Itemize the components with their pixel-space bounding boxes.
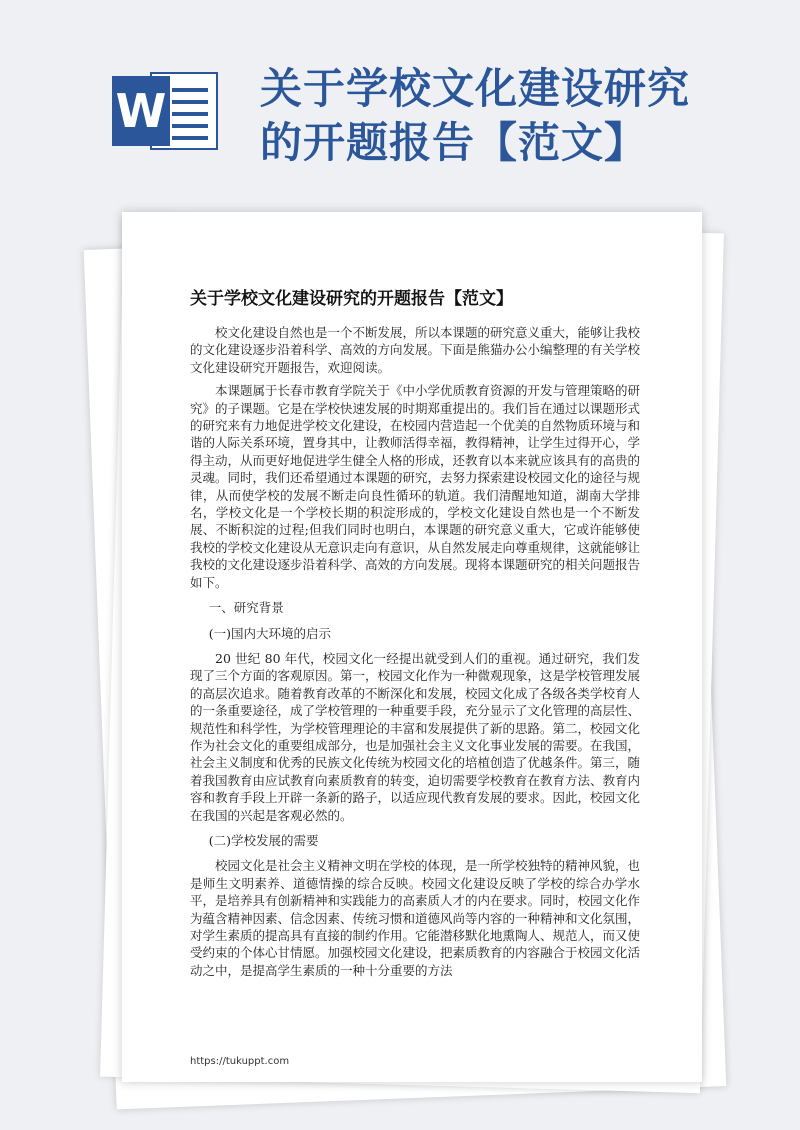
page-title: 关于学校文化建设研究的开题报告【范文】 bbox=[260, 64, 691, 167]
document-title: 关于学校文化建设研究的开题报告【范文】 bbox=[190, 289, 513, 309]
subsection-heading: (一)国内大环境的启示 bbox=[208, 625, 332, 641]
word-letter-logo: W bbox=[112, 76, 170, 146]
header-banner bbox=[0, 0, 800, 200]
word-document-icon bbox=[112, 64, 220, 158]
document-page bbox=[122, 212, 702, 1082]
section-heading: 一、研究背景 bbox=[208, 600, 284, 616]
paragraph-overview: 本课题属于长春市教育学院关于《中小学优质教育资源的开发与管理策略的研究》的子课题。它是在学校快速发展的时期郑重提出的。我们旨在通过以课题形式的研究来有力地促进学校文化建设，在校园内营造起一个优美的自然物质环境与和谐的人际关系环境，置身其中，让教师活得幸福，教得精神，让学生过得开心，学得主动，从而更好地促进学生健全人格的形成，还教育以本来就应该具有的高贵的灵魂。同时，我们还希望通过本课题的研究，去努力探索建设校园文化的途径与规律，从而使学校的发展不断走向良性循环的轨道。我们清醒地知道，湖南大学排名，学校文化是一个学校长期的积淀形成的，学校文化建设自然也是一个不断发展、不断积淀的过程;但我们同时也明白，本课题的研究意义重大，它或许能够使我校的学校文化建设从无意识走向有意识，从自然发展走向尊重规律，这就能够让我校的文化建设逐步沿着科学、高效的方向发展。现将本课题研究的相关问题报告如下。 bbox=[190, 383, 641, 590]
paragraph-background: 20 世纪 80 年代，校园文化一经提出就受到人们的重视。通过研究，我们发现了三个方面的客观原因。第一，校园文化作为一种微观现象，这是学校管理发展的高层次追求。随着教育改革的不断深化和发展，校园文化成了各级各类学校育人的一条重要途径，成了学校管理的一种重要手段，充分显示了文化管理的高层性、规范性和科学性，为学校管理理论的丰富和发展提供了新的思路。第二，校园文化作为社会文化的重要组成部分，也是加强社会主义文化事业发展的需要。在我国，社会主义制度和优秀的民族文化传统为校园文化的培植创造了优越条件。第三，随着我国教育由应试教育向素质教育的转变，迫切需要学校教育在教育方法、教育内容和教育手段上开辟一条新的路子，以适应现代教育发展的要求。因此，校园文化在我国的兴起是客观必然的。 bbox=[190, 650, 641, 823]
subsection-heading: (二)学校发展的需要 bbox=[208, 832, 319, 848]
paragraph-intro: 校文化建设自然也是一个不断发展，所以本课题的研究意义重大，能够让我校的文化建设逐步沿着科学、高效的方向发展。下面是熊猫办公小编整理的有关学校文化建设研究开题报告，欢迎阅读。 bbox=[190, 325, 641, 375]
document-body bbox=[190, 324, 640, 985]
paragraph-school-needs: 校园文化是社会主义精神文明在学校的体现，是一所学校独特的精神风貌，也是师生文明素养、道德情操的综合反映。校园文化建设反映了学校的综合办学水平，是培养具有创新精神和实践能力的高素质人才的内在要求。同时，校园文化作为蕴含精神因素、信念因素、传统习惯和道德风尚等内容的一种精神和文化氛围，对学生素质的提高具有直接的制约作用。它能潜移默化地熏陶人、规范人，而又使受约束的个体心甘情愿。加强校园文化建设，把素质教育的内容融合于校园文化活动之中，是提高学生素质的一种十分重要的方法 bbox=[190, 858, 641, 978]
footer-url[interactable]: https://tukuppt.com bbox=[190, 1056, 290, 1067]
